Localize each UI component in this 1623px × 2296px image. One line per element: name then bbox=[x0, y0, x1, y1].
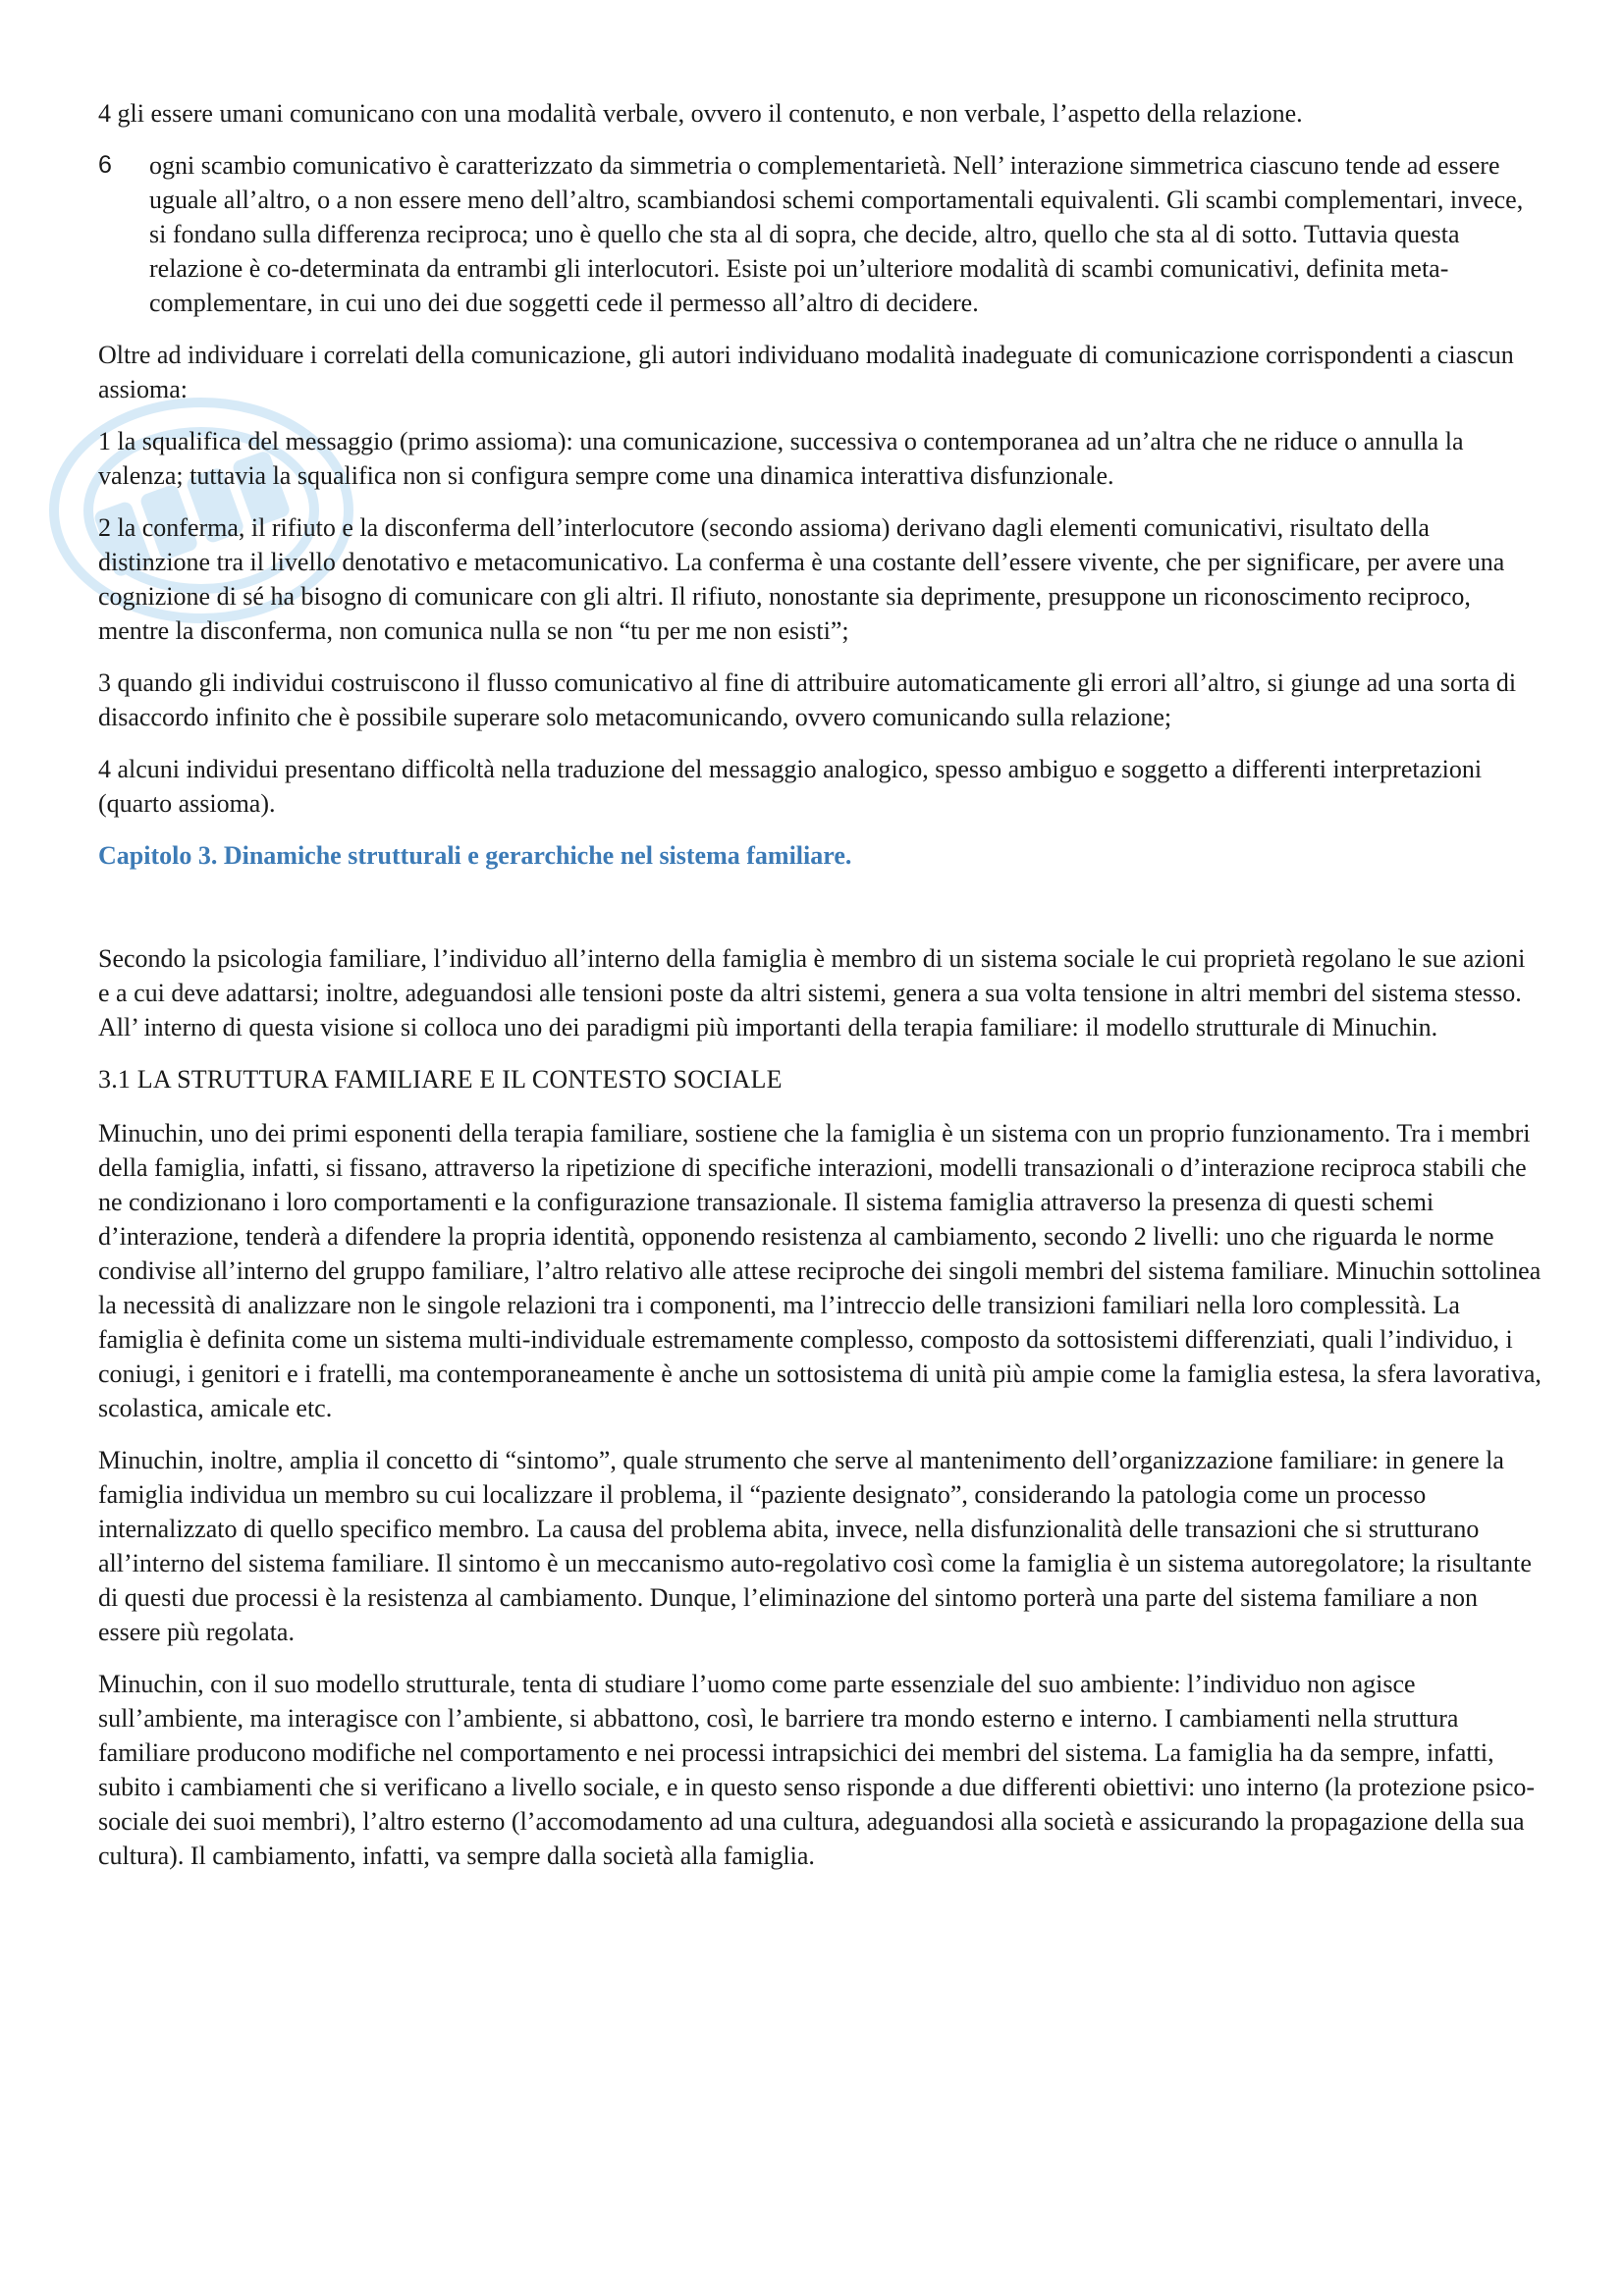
paragraph-inadequate-modes: Oltre ad individuare i correlati della comunicazione, gli autori individuano modalità inadeguate di comunicazione corrispondenti a ciascun assioma: bbox=[98, 341, 1514, 403]
axiom-6-item bbox=[98, 148, 1542, 320]
paragraph-psicologia-familiare: Secondo la psicologia familiare, l’individuo all’interno della famiglia è membro di un sistema sociale le cui proprietà regolano le sue azioni e a cui deve adattarsi; inoltre, adeguandosi alle tensioni poste da altri sistemi, genera a sua volta tensione in altri membri del sistema stesso. All’ interno di questa visione si colloca uno dei paradigmi più importanti della terapia familiare: il modello strutturale di Minuchin. bbox=[98, 944, 1526, 1041]
paragraph-minuchin-3: Minuchin, con il suo modello strutturale, tenta di studiare l’uomo come parte essenziale del suo ambiente: l’individuo non agisce sull’ambiente, ma interagisce con l’ambiente, si abbattono, così, le barriere tra mondo esterno e interno. I cambiamenti nella struttura familiare producono modifiche nel comportamento e nei processi intrapsichici dei membri del sistema. La famiglia ha da sempre, infatti, subito i cambiamenti che si verificano a livello sociale, e in questo senso risponde a due differenti obiettivi: uno interno (la protezione psico-sociale dei suoi membri), l’altro esterno (l’accomodamento ad una cultura, adeguandosi alla società e assicurando la propagazione della sua cultura). Il cambiamento, infatti, va sempre dalla società alla famiglia. bbox=[98, 1670, 1536, 1870]
section-title: 3.1 LA STRUTTURA FAMILIARE E IL CONTESTO SOCIALE bbox=[98, 1065, 783, 1094]
axiom-6-text: ogni scambio comunicativo è caratterizzato da simmetria o complementarietà. Nell’ interazione simmetrica ciascuno tende ad essere uguale all’altro, o a non essere meno dell’altro, scambiandosi schemi comportamentali equivalenti. Gli scambi complementari, invece, si fondano sulla differenza reciproca; uno è quello che sta al di sopra, che decide, altro, quello che sta al di sotto. Tuttavia questa relazione è co-determinata da entrambi gli interlocutori. Esiste poi un’ulteriore modalità di scambi comunicativi, definita meta-complementare, in cui uno dei due soggetti cede il permesso all’altro di decidere. bbox=[149, 151, 1524, 317]
paragraph-minuchin-1: Minuchin, uno dei primi esponenti della terapia familiare, sostiene che la famiglia è un sistema con un proprio funzionamento. Tra i membri della famiglia, infatti, si fissano, attraverso la ripetizione di specifiche interazioni, modelli transazionali o d’interazione reciproca stabili che ne condizionano i loro comportamenti e la configurazione transazionale. Il sistema famiglia attraverso la presenza di questi schemi d’interazione, tenderà a difendere la propria identità, opponendo resistenza al cambiamento, secondo 2 livelli: uno che riguarda le norme condivise all’interno del gruppo familiare, l’altro relativo alle attese reciproche dei singoli membri del sistema familiare. Minuchin sottolinea la necessità di analizzare non le singole relazioni tra i componenti, ma l’intreccio delle transizioni familiari nella loro complessità. La famiglia è definita come un sistema multi-individuale estremamente complesso, composto da sottosistemi differenziati, quali l’individuo, i coniugi, i genitori e i fratelli, ma contemporaneamente è anche un sottosistema di unità più ampie come la famiglia estesa, la sfera lavorativa, scolastica, amicale etc. bbox=[98, 1119, 1542, 1422]
paragraph-squalifica: 1 la squalifica del messaggio (primo assioma): una comunicazione, successiva o contemporanea ad un’altra che ne riduce o annulla la valenza; tuttavia la squalifica non si configura sempre come una dinamica interattiva disfunzionale. bbox=[98, 427, 1464, 490]
document-page bbox=[98, 96, 1542, 1891]
paragraph-minuchin-2: Minuchin, inoltre, amplia il concetto di “sintomo”, quale strumento che serve al mantenimento dell’organizzazione familiare: in genere la famiglia individua un membro su cui localizzare il problema, il “paziente designato”, considerando la patologia come un processo internalizzato di quello specifico membro. La causa del problema abita, invece, nella disfunzionalità delle transazioni che si strutturano all’interno del sistema familiare. Il sintomo è un meccanismo auto-regolativo così come la famiglia è un sistema autoregolatore; la risultante di questi due processi è la resistenza al cambiamento. Dunque, l’eliminazione del sintomo porterà una parte del sistema familiare a non essere più regolata. bbox=[98, 1446, 1532, 1646]
paragraph-conferma: 2 la conferma, il rifiuto e la disconferma dell’interlocutore (secondo assioma) derivano dagli elementi comunicativi, risultato della distinzione tra il livello denotativo e metacomunicativo. La conferma è una costante dell’essere vivente, che per significare, per avere una cognizione di sé ha bisogno di comunicare con gli altri. Il rifiuto, nonostante sia deprimente, presuppone un riconoscimento reciproco, mentre la disconferma, non comunica nulla se non “tu per me non esisti”; bbox=[98, 513, 1505, 645]
intro-line: 4 gli essere umani comunicano con una modalità verbale, ovvero il contenuto, e non verbale, l’aspetto della relazione. bbox=[98, 99, 1303, 128]
paragraph-analogico: 4 alcuni individui presentano difficoltà nella traduzione del messaggio analogico, spesso ambiguo e soggetto a differenti interpretazioni (quarto assioma). bbox=[98, 755, 1483, 818]
paragraph-disaccordo: 3 quando gli individui costruiscono il flusso comunicativo al fine di attribuire automaticamente gli errori all’altro, si giunge ad una sorta di disaccordo infinito che è possibile superare solo metacomunicando, ovvero comunicando sulla relazione; bbox=[98, 668, 1517, 731]
axiom-6-number: 6 bbox=[98, 151, 112, 179]
chapter-title: Capitolo 3. Dinamiche strutturali e gerarchiche nel sistema familiare. bbox=[98, 841, 852, 870]
